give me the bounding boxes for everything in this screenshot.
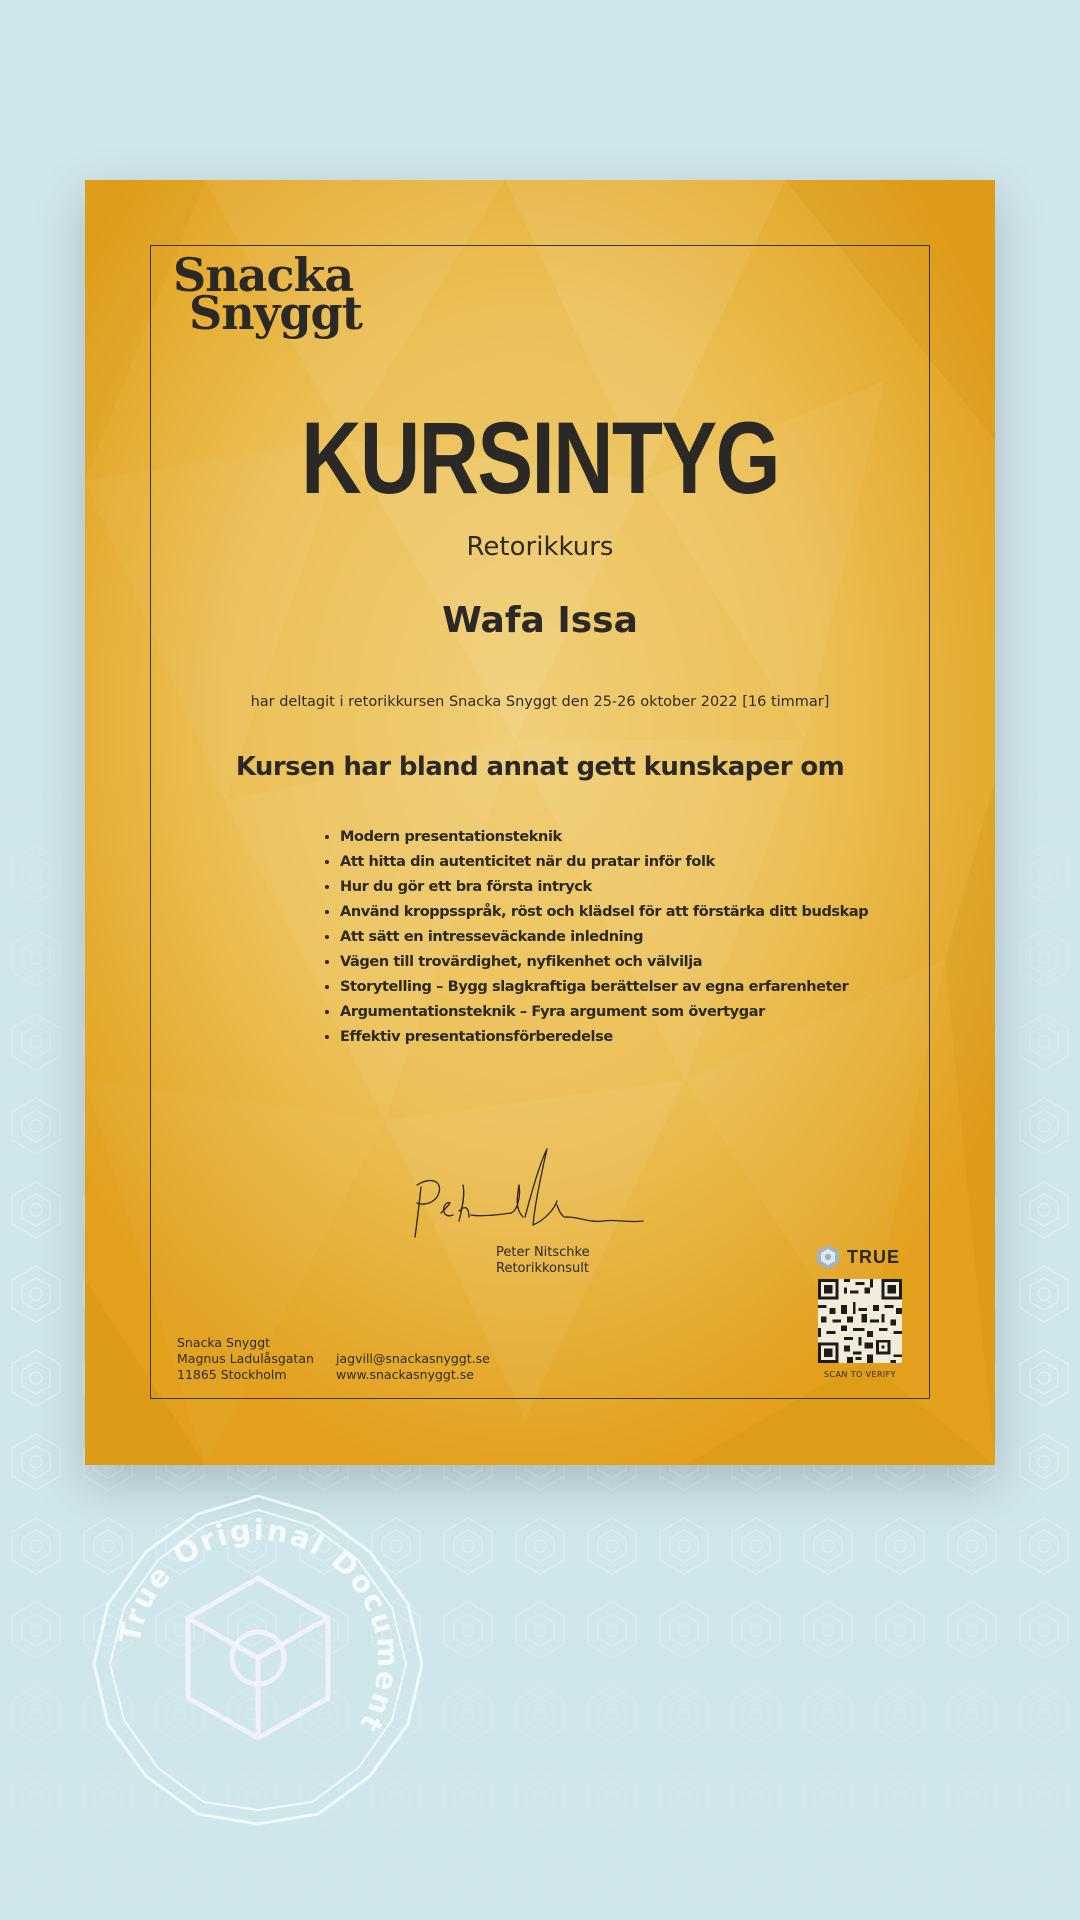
seal-text: True Original Document	[112, 1512, 406, 1740]
brand-logo-line1: Snacka	[173, 248, 354, 302]
qr-code-icon[interactable]	[818, 1279, 902, 1363]
scan-to-verify-label: SCAN TO VERIFY	[824, 1370, 896, 1379]
shield-hexagon-icon	[815, 1244, 841, 1270]
recipient-name: Wafa Issa	[442, 600, 638, 641]
certificate	[85, 180, 995, 1465]
signatory-role: Retorikkonsult	[496, 1261, 589, 1276]
signatory	[496, 1245, 590, 1277]
organization-contact	[336, 1351, 490, 1383]
list-item: • Storytelling – Bygg slagkraftiga berättelser av egna erfarenheter	[340, 975, 868, 1000]
true-badge	[815, 1244, 900, 1270]
organization-address	[177, 1335, 314, 1383]
contact-email: jagvill@snackasnyggt.se	[336, 1351, 490, 1366]
list-item: • Hur du gör ett bra första intryck	[340, 875, 868, 900]
list-item: • Vägen till trovärdighet, nyfikenhet och välvilja	[340, 950, 868, 975]
address-street: Magnus Ladulåsgatan	[177, 1351, 314, 1366]
brand-logo	[173, 248, 383, 340]
list-item: • Använd kroppsspråk, röst och klädsel för att förstärka ditt budskap	[340, 900, 868, 925]
true-badge-label: TRUE	[847, 1246, 900, 1267]
hexagon-cube-icon	[188, 1578, 328, 1738]
brand-logo-line2: Snyggt	[189, 286, 362, 340]
topics-heading: Kursen har bland annat gett kunskaper om	[235, 752, 845, 782]
address-name: Snacka Snyggt	[177, 1335, 271, 1350]
handwritten-signature	[407, 1145, 657, 1245]
list-item: • Effektiv presentationsförberedelse	[340, 1025, 868, 1050]
list-item: • Modern presentationsteknik	[340, 825, 868, 850]
completion-statement: har deltagit i retorikkursen Snacka Snyggt den 25-26 oktober 2022 [16 timmar]	[250, 694, 830, 710]
contact-website: www.snackasnyggt.se	[336, 1367, 474, 1382]
signatory-name: Peter Nitschke	[496, 1245, 590, 1260]
list-item: • Att hitta din autenticitet när du pratar inför folk	[340, 850, 868, 875]
address-city: 11865 Stockholm	[177, 1367, 287, 1382]
topics-list	[316, 825, 868, 1050]
list-item: • Att sätt en intresseväckande inledning	[340, 925, 868, 950]
certificate-title: KURSINTYG	[301, 401, 779, 515]
list-item: • Argumentationsteknik – Fyra argument som övertygar	[340, 1000, 868, 1025]
course-subtitle: Retorikkurs	[466, 532, 614, 562]
true-original-document-seal	[90, 1492, 426, 1828]
